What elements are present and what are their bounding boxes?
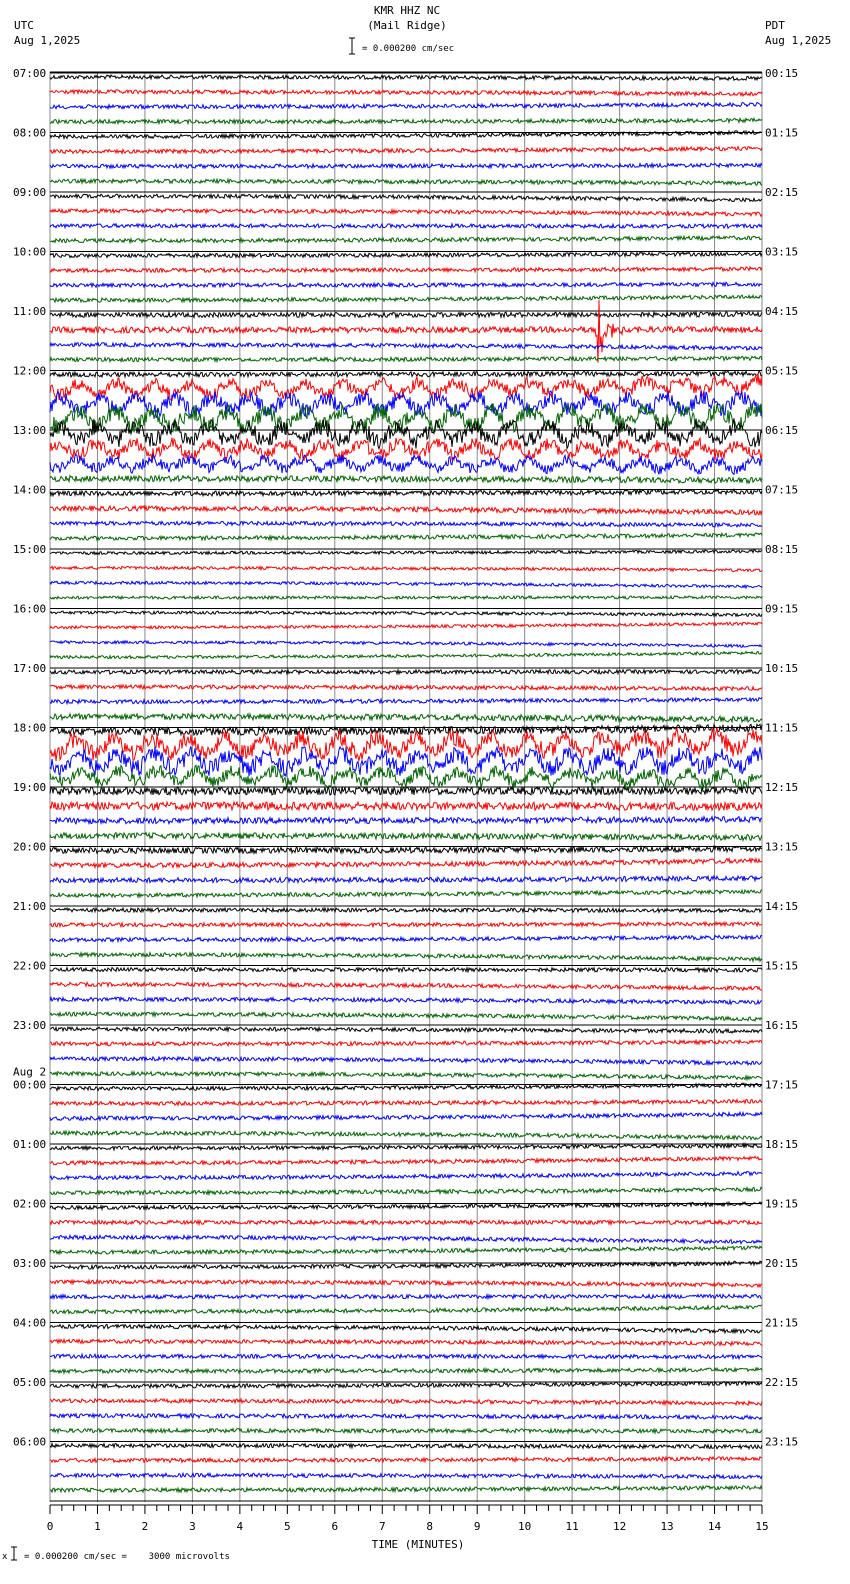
seismic-trace	[50, 521, 762, 527]
utc-hour-label: 17:00	[13, 662, 47, 675]
seismic-trace	[50, 1012, 762, 1021]
station-name: (Mail Ridge)	[367, 19, 447, 32]
seismic-trace	[50, 890, 762, 898]
pdt-hour-label: 19:15	[765, 1197, 799, 1211]
seismic-trace	[50, 1368, 762, 1373]
pdt-hour-label: 18:15	[765, 1138, 799, 1151]
seismic-trace	[50, 846, 762, 853]
x-tick-label: 6	[331, 1520, 339, 1533]
seismic-trace	[50, 697, 762, 703]
seismic-trace	[50, 968, 762, 972]
x-tick-label: 3	[189, 1520, 196, 1533]
seismic-trace	[50, 343, 762, 350]
seismic-trace	[50, 1187, 762, 1194]
seismic-trace	[50, 282, 762, 287]
seismic-trace	[50, 566, 762, 571]
pdt-hour-label: 12:15	[765, 781, 799, 794]
seismic-trace	[50, 1339, 762, 1345]
utc-hour-label: 06:00	[13, 1435, 47, 1449]
seismic-trace	[50, 131, 762, 139]
station-title: KMR HHZ NC	[373, 4, 441, 17]
seismic-trace	[50, 163, 762, 168]
utc-hour-label: 20:00	[13, 840, 47, 854]
seismic-trace	[50, 1171, 762, 1179]
utc-hour-label: 14:00	[13, 483, 47, 497]
right-timezone: PDT	[765, 19, 785, 32]
utc-hour-label: 05:00	[13, 1376, 47, 1389]
seismic-trace	[50, 611, 762, 616]
footer-scale-bar-icon	[11, 1547, 17, 1560]
seismic-trace	[50, 651, 762, 658]
utc-hour-label: 00:00	[13, 1078, 47, 1092]
seismic-trace	[50, 476, 762, 484]
seismic-trace	[50, 1040, 762, 1046]
x-tick-label: 5	[284, 1520, 291, 1533]
x-tick-label: 1	[94, 1520, 101, 1533]
x-tick-label: 15	[755, 1520, 769, 1533]
pdt-hour-label: 02:15	[765, 186, 799, 199]
seismic-trace	[50, 833, 762, 841]
seismic-trace	[50, 1444, 762, 1449]
pdt-hour-label: 23:15	[765, 1435, 799, 1449]
x-tick-label: 0	[46, 1520, 54, 1533]
utc-hour-label: 11:00	[13, 305, 47, 318]
pdt-hour-label: 06:15	[765, 424, 799, 437]
x-tick-label: 10	[518, 1520, 532, 1533]
pdt-hour-label: 05:15	[765, 364, 799, 378]
seismic-trace	[50, 817, 762, 824]
seismic-trace	[50, 1220, 762, 1224]
seismic-trace	[50, 714, 762, 722]
pdt-hour-label: 01:15	[765, 126, 799, 140]
seismic-trace	[50, 953, 762, 962]
seismic-trace	[50, 802, 762, 811]
utc-hour-label: 02:00	[13, 1197, 47, 1211]
utc-hour-label: 18:00	[13, 721, 47, 735]
seismic-trace	[50, 312, 762, 318]
seismic-trace	[50, 90, 762, 96]
seismic-trace	[50, 596, 762, 599]
utc-hour-label: 22:00	[13, 959, 47, 973]
pdt-hour-label: 14:15	[765, 900, 799, 913]
x-tick-label: 9	[473, 1520, 481, 1533]
x-tick-label: 4	[236, 1520, 244, 1533]
seismic-trace	[50, 1235, 762, 1243]
utc-hour-label: 03:00	[13, 1257, 47, 1270]
seismic-trace	[50, 997, 762, 1004]
scale-text: = 0.000200 cm/sec	[362, 44, 455, 54]
seismic-trace	[50, 1246, 762, 1254]
seismic-trace	[50, 724, 762, 735]
seismic-trace	[50, 374, 762, 401]
pdt-hour-label: 22:15	[765, 1376, 799, 1389]
seismic-trace	[50, 1294, 762, 1298]
seismic-trace	[50, 267, 762, 272]
seismic-trace	[50, 550, 762, 555]
seismic-trace	[50, 1473, 762, 1478]
footer-scale-text: = 0.000200 cm/sec = 3000 microvolts	[24, 1552, 230, 1562]
seismic-trace	[50, 876, 762, 883]
pdt-hour-label: 10:15	[765, 662, 799, 675]
right-date: Aug 1,2025	[765, 34, 832, 47]
utc-hour-label: 08:00	[13, 126, 47, 140]
seismic-trace	[50, 1280, 762, 1287]
pdt-hour-label: 07:15	[765, 483, 799, 497]
seismic-trace	[50, 1399, 762, 1405]
seismic-trace	[50, 641, 762, 648]
seismic-trace	[50, 1156, 762, 1165]
seismic-trace	[50, 1305, 762, 1314]
seismic-trace	[50, 224, 762, 228]
seismic-trace	[50, 581, 762, 588]
seismic-trace	[50, 922, 762, 927]
seismic-trace	[50, 1100, 762, 1106]
x-tick-label: 2	[141, 1520, 149, 1533]
seismic-trace	[50, 908, 762, 912]
seismic-trace	[50, 489, 762, 496]
seismic-trace	[50, 1414, 762, 1420]
seismic-trace	[50, 859, 762, 868]
x-tick-label: 11	[565, 1520, 579, 1533]
x-tick-label: 14	[707, 1520, 722, 1533]
seismic-trace	[50, 1261, 762, 1269]
pdt-hour-label: 04:15	[765, 305, 799, 318]
seismic-trace	[50, 147, 762, 154]
seismic-trace	[50, 622, 762, 629]
utc-hour-label: 12:00	[13, 364, 47, 378]
date-change-label: Aug 2	[13, 1065, 47, 1079]
left-date: Aug 1,2025	[14, 34, 81, 47]
utc-hour-label: 04:00	[13, 1316, 47, 1330]
pdt-hour-label: 08:15	[765, 543, 799, 556]
seismic-trace	[50, 765, 762, 789]
pdt-hour-label: 21:15	[765, 1316, 799, 1330]
seismic-trace	[50, 506, 762, 515]
utc-hour-label: 10:00	[13, 245, 47, 259]
utc-hour-label: 01:00	[13, 1138, 47, 1151]
seismic-trace	[50, 1131, 762, 1139]
utc-hour-label: 23:00	[13, 1019, 47, 1032]
seismic-trace	[50, 295, 762, 302]
seismic-trace	[50, 252, 762, 257]
seismic-trace	[50, 75, 762, 80]
seismic-trace	[50, 1325, 762, 1334]
seismic-trace	[50, 118, 762, 123]
seismic-trace	[50, 194, 762, 201]
seismic-trace	[50, 179, 762, 185]
x-tick-label: 12	[612, 1520, 627, 1533]
x-tick-label: 7	[378, 1520, 386, 1533]
pdt-hour-label: 03:15	[765, 245, 799, 259]
seismic-trace	[50, 455, 762, 475]
seismic-trace	[50, 356, 762, 361]
utc-hour-label: 21:00	[13, 900, 47, 913]
seismic-trace	[50, 1057, 762, 1065]
seismic-trace	[50, 533, 762, 540]
utc-hour-label: 16:00	[13, 602, 47, 616]
utc-hour-label: 07:00	[13, 67, 47, 80]
seismic-trace	[50, 371, 762, 377]
seismic-trace	[50, 1072, 762, 1080]
utc-hour-label: 09:00	[13, 186, 47, 199]
x-tick-label: 13	[660, 1520, 674, 1533]
seismic-trace	[50, 670, 762, 674]
seismic-trace	[50, 1457, 762, 1463]
x-tick-label: 8	[426, 1520, 434, 1533]
seismic-trace	[50, 103, 762, 109]
x-axis	[47, 1505, 769, 1533]
pdt-hour-label: 20:15	[765, 1257, 799, 1270]
seismic-trace	[50, 982, 762, 990]
utc-hour-label: 19:00	[13, 781, 47, 794]
seismic-trace	[50, 236, 762, 243]
left-timezone: UTC	[14, 19, 34, 32]
seismic-trace	[50, 685, 762, 691]
seismic-trace	[50, 1486, 762, 1492]
seismic-trace	[50, 1429, 762, 1434]
utc-hour-label: 13:00	[13, 424, 47, 437]
pdt-hour-label: 00:15	[765, 67, 799, 80]
utc-hour-label: 15:00	[13, 543, 47, 556]
pdt-hour-label: 11:15	[765, 721, 799, 735]
seismic-trace	[50, 1354, 762, 1358]
pdt-hour-label: 15:15	[765, 959, 799, 973]
scale-bar-icon	[349, 38, 355, 54]
pdt-hour-label: 17:15	[765, 1078, 799, 1092]
seismic-trace	[50, 787, 762, 795]
seismic-trace	[50, 1027, 762, 1033]
pdt-hour-label: 09:15	[765, 602, 799, 616]
seismic-trace	[50, 935, 762, 941]
seismic-trace	[50, 209, 762, 216]
pdt-hour-label: 13:15	[765, 840, 799, 854]
seismic-trace	[50, 1112, 762, 1120]
seismic-trace	[50, 1144, 762, 1150]
traces	[50, 75, 762, 1492]
seismic-trace	[50, 300, 762, 363]
x-axis-label: TIME (MINUTES)	[371, 1538, 465, 1551]
pdt-hour-label: 16:15	[765, 1019, 799, 1032]
footer-mark: x	[2, 1552, 8, 1562]
